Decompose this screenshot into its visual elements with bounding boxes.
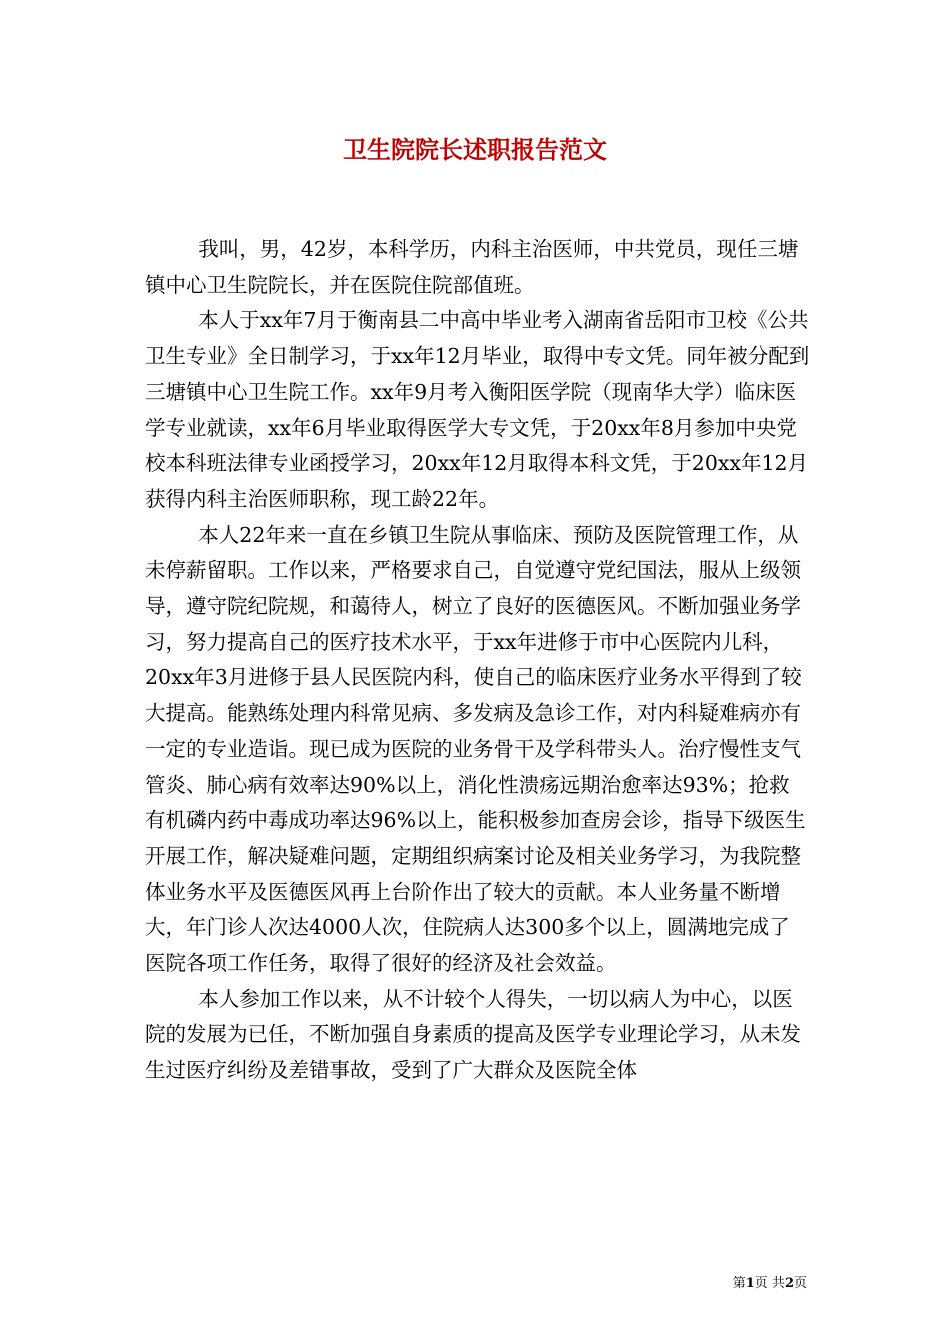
paragraph-3: 本人22年来一直在乡镇卫生院从事临床、预防及医院管理工作，从未停薪留职。工作以来，严格要求自己，自觉遵守党纪国法，服从上级领导，遵守院纪院规，和蔼待人，树立了良好的医德医风。不断加强业务学习，努力提高自己的医疗技术水平，于xx年进修于市中心医院内儿科，20xx年3月进修于县人民医院内科，使自己的临床医疗业务水平得到了较大提高。能熟练处理内科常见病、多发病及急诊工作，对内科疑难病亦有一定的专业造诣。现已成为医院的业务骨干及学科带头人。治疗慢性支气管炎、肺心病有效率达90%以上，消化性溃疡远期治愈率达93%；抢救有机磷内药中毒成功率达96%以上，能积极参加查房会诊，指导下级医生开展工作，解决疑难问题，定期组织病案讨论及相关业务学习，为我院整体业务水平及医德医风再上台阶作出了较大的贡献。本人业务量不断增大，年门诊人次达4000人次，住院病人达300多个以上，圆满地完成了医院各项工作任务，取得了很好的经济及社会效益。 <box>145 522 806 976</box>
paragraph-1: 我叫，男，42岁，本科学历，内科主治医师，中共党员，现任三塘镇中心卫生院院长，并在医院住院部值班。 <box>145 237 799 297</box>
footer-total-pages: 2 <box>784 1276 794 1291</box>
document-title: 卫生院院长述职报告范文 <box>343 135 607 164</box>
footer-current-page: 1 <box>745 1276 755 1291</box>
footer-middle: 页 共 <box>754 1276 785 1291</box>
paragraph-4: 本人参加工作以来，从不计较个人得失，一切以病人为中心，以医院的发展为已任，不断加强自身素质的提高及医学专业理论学习，从未发生过医疗纠纷及差错事故，受到了广大群众及医院全体 <box>145 986 801 1083</box>
document-body <box>145 232 810 1089</box>
footer-prefix: 第 <box>732 1276 746 1291</box>
footer-suffix: 页 <box>793 1276 807 1291</box>
page-number-footer <box>733 1275 807 1293</box>
paragraph-2: 本人于xx年7月于衡南县二中高中毕业考入湖南省岳阳市卫校《公共卫生专业》全日制学习，于xx年12月毕业，取得中专文凭。同年被分配到三塘镇中心卫生院工作。xx年9月考入衡阳医学院（现南华大学）临床医学专业就读，xx年6月毕业取得医学大专文凭，于20xx年8月参加中央党校本科班法律专业函授学习，20xx年12月取得本科文凭，于20xx年12月获得内科主治医师职称，现工龄22年。 <box>145 308 810 511</box>
